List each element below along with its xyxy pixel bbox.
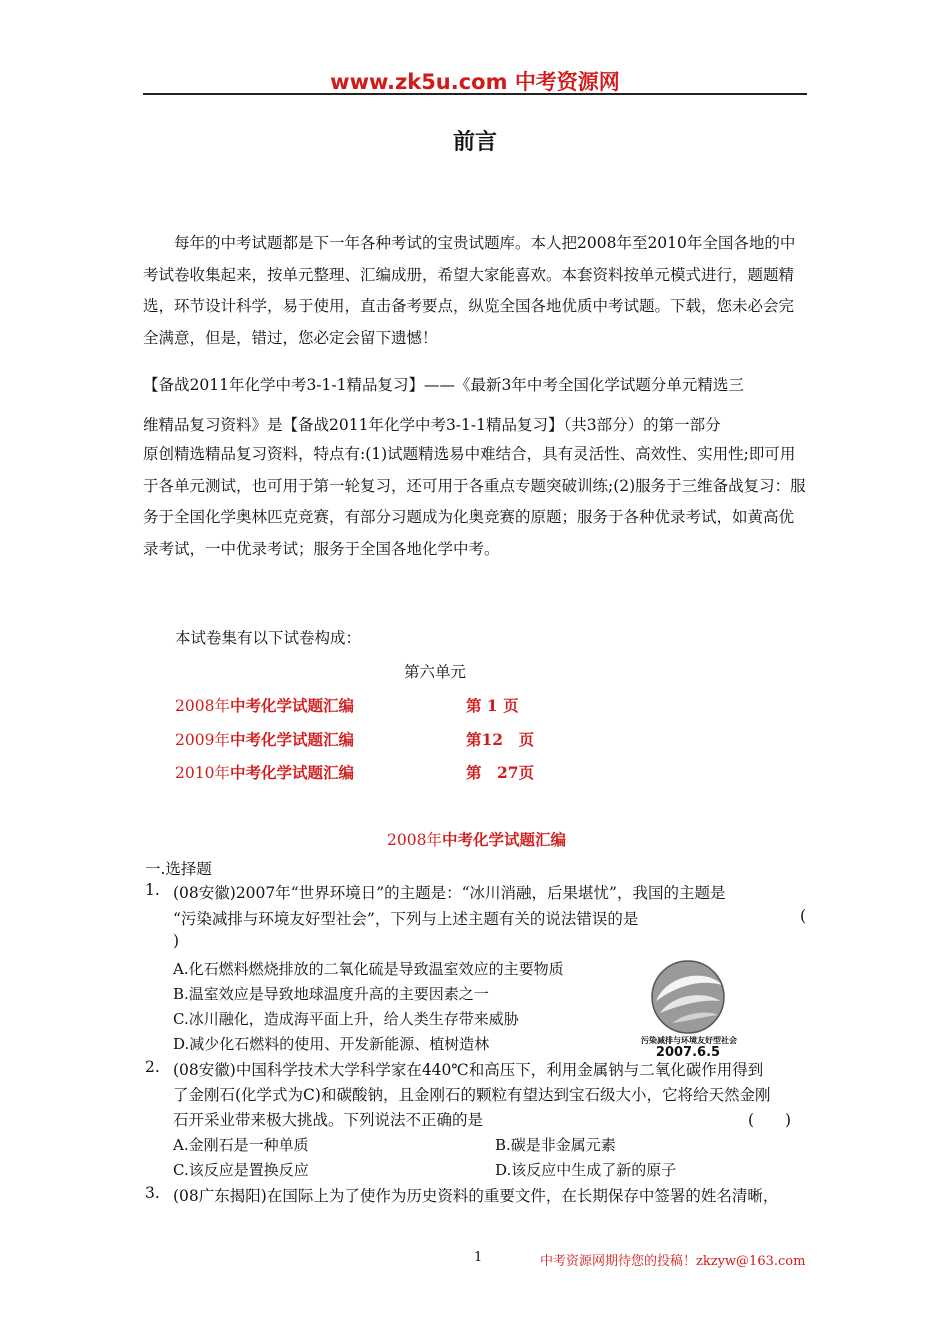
question-number: 3. [145,1184,160,1202]
header-rule [143,93,807,95]
toc-name: 中考化学试题汇编 [229,763,354,782]
toc-item-2008[interactable] [175,694,354,716]
question-3-line-1: (08广东揭阳)在国际上为了使作为历史资料的重要文件，在长期保存中签署的姓名清晰， [173,1187,779,1205]
question-number: 2. [145,1058,160,1076]
section-year: 2008年 [387,831,442,849]
option-b: B.碳是非金属元素 [495,1136,616,1154]
toc-unit: 第六单元 [404,663,467,681]
option-a: A.金刚石是一种单质 [173,1136,309,1154]
option-c: C.冰川融化，造成海平面上升，给人类生存带来威胁 [173,1010,519,1028]
question-2-line-2: 了金刚石(化学式为C)和碳酸钠，且金刚石的颗粒有望达到宝石级大小，它将给天然金刚 [173,1086,771,1104]
question-2-line-3: 石开采业带来极大挑战。下列说法不正确的是 [173,1111,484,1129]
footer-contact[interactable]: 中考资源网期待您的投稿！zkzyw@163.com [540,1254,806,1269]
section-heading [387,828,566,850]
preface-paragraph-3 [143,439,809,565]
site-url[interactable]: www.zk5u.com [330,70,508,94]
question-1-line-1: (08安徽)2007年“世界环境日”的主题是：“冰川消融，后果堪忧”，我国的主题是 [173,884,726,902]
preface-line-2b: 维精品复习资料》是【备战2011年化学中考3-1-1精品复习】（共3部分）的第一部分 [143,416,721,434]
section-title: 中考化学试题汇编 [441,830,566,849]
site-header [0,66,950,96]
option-b: B.温室效应是导致地球温度升高的主要因素之一 [173,985,489,1003]
site-name: 中考资源网 [514,70,620,94]
toc-intro: 本试卷集有以下试卷构成： [175,629,362,647]
answer-paren-close: ) [173,932,180,950]
option-d: D.减少化石燃料的使用、开发新能源、植树造林 [173,1035,490,1053]
toc-year: 2008年 [175,697,230,715]
preface-text-3: 原创精选精品复习资料，特点有:(1)试题精选易中难结合，具有灵活性、高效性、实用性;即可用于各单元测试，也可用于第一轮复习，还可用于各重点专题突破训练;(2)服务于三维备战复习：服务于全国化学奥林匹克竞赛，有部分习题成为化奥竞赛的原题；服务于各种优录考试，如黄高优录考试，一中优录考试；服务于全国各地化学中考。 [143,445,806,558]
toc-year: 2010年 [175,764,230,782]
option-a: A.化石燃料燃烧排放的二氧化硫是导致温室效应的主要物质 [173,960,564,978]
preface-text-1: 每年的中考试题都是下一年各种考试的宝贵试题库。本人把2008年至2010年全国各地的中考试卷收集起来，按单元整理、汇编成册，希望大家能喜欢。本套资料按单元模式进行，题题精选，环节设计科学，易于使用，直击备考要点，纵览全国各地优质中考试题。下载，您未必会完全满意，但是，错过，您必定会留下遗憾！ [143,234,796,347]
page-number: 1 [474,1250,483,1265]
toc-page-2010: 第 27页 [466,763,535,782]
toc-item-2009[interactable] [175,728,354,750]
page-title: 前言 [452,129,497,155]
toc-name: 中考化学试题汇编 [229,696,354,715]
question-number: 1. [145,881,160,899]
toc-page-2008: 第 1 页 [466,696,519,715]
logo-date: 2007.6.5 [655,1045,721,1060]
toc-year: 2009年 [175,731,230,749]
option-c: C.该反应是置换反应 [173,1161,309,1179]
question-2-line-1: (08安徽)中国科学技术大学科学家在440℃和高压下，利用金属钠与二氧化碳作用得到 [173,1061,764,1079]
question-1-line-2: “污染减排与环境友好型社会”，下列与上述主题有关的说法错误的是 [173,910,639,928]
section-part: 一.选择题 [145,860,212,878]
logo-caption: 污染减排与环境友好型社会 [641,1036,737,1045]
option-d: D.该反应中生成了新的原子 [495,1161,677,1179]
toc-name: 中考化学试题汇编 [229,730,354,749]
answer-paren: ( ) [748,1111,792,1129]
preface-line-2a: 【备战2011年化学中考3-1-1精品复习】——《最新3年中考全国化学试题分单元精选三 [143,376,744,394]
environment-day-logo [632,955,744,1067]
preface-paragraph-1 [143,228,809,354]
toc-page-2009: 第12 页 [466,730,535,749]
toc-item-2010[interactable] [175,761,354,783]
answer-paren-open: ( [800,907,807,925]
